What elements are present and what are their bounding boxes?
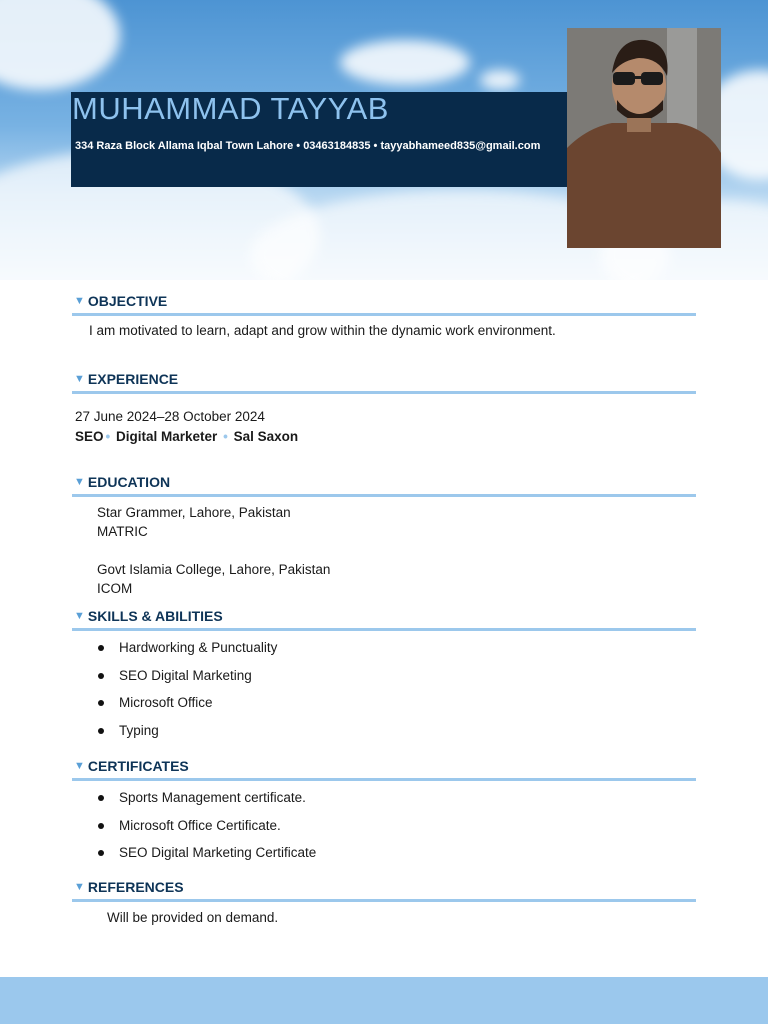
experience-dates: 27 June 2024–28 October 2024 (75, 409, 265, 424)
list-item: Microsoft Office Certificate. (96, 817, 316, 845)
education-degree: ICOM (97, 581, 133, 596)
skills-list (96, 639, 277, 749)
list-item: Microsoft Office (96, 694, 277, 722)
triangle-down-icon: ▼ (74, 476, 85, 488)
education-school: Govt Islamia College, Lahore, Pakistan (97, 562, 331, 577)
certificates-section (72, 756, 696, 781)
experience-position: Digital Marketer (116, 429, 218, 444)
references-title: REFERENCES (87, 879, 184, 895)
list-item: Sports Management certificate. (96, 789, 316, 817)
certificates-header (72, 756, 696, 781)
list-item: Hardworking & Punctuality (96, 639, 277, 667)
separator-dot: • (223, 429, 228, 444)
profile-photo-image (567, 28, 721, 248)
skills-title: SKILLS & ABILITIES (87, 608, 223, 624)
objective-text: I am motivated to learn, adapt and grow within the dynamic work environment. (89, 323, 556, 338)
triangle-down-icon: ▼ (74, 373, 85, 385)
triangle-down-icon: ▼ (74, 610, 85, 622)
objective-header (72, 291, 696, 316)
education-degree: MATRIC (97, 524, 148, 539)
certificates-list (96, 789, 316, 872)
contact-line: 334 Raza Block Allama Iqbal Town Lahore • 03463184835 • tayyabhameed835@gmail.com (75, 140, 541, 152)
experience-line (75, 429, 298, 444)
experience-section (72, 369, 696, 394)
list-item: SEO Digital Marketing Certificate (96, 844, 316, 872)
skills-header (72, 606, 696, 631)
list-item: SEO Digital Marketing (96, 667, 277, 695)
experience-header (72, 369, 696, 394)
education-title: EDUCATION (87, 474, 171, 490)
experience-role: SEO (75, 429, 104, 444)
education-school: Star Grammer, Lahore, Pakistan (97, 505, 291, 520)
certificates-title: CERTIFICATES (87, 758, 189, 774)
profile-photo (567, 28, 721, 248)
references-header (72, 877, 696, 902)
references-text: Will be provided on demand. (107, 910, 279, 925)
experience-company: Sal Saxon (233, 429, 299, 444)
triangle-down-icon: ▼ (74, 881, 85, 893)
references-section (72, 877, 696, 902)
candidate-name: MUHAMMAD TAYYAB (72, 91, 389, 126)
education-section (72, 472, 696, 497)
footer-band (0, 977, 768, 1024)
experience-title: EXPERIENCE (87, 371, 179, 387)
list-item: Typing (96, 722, 277, 750)
skills-section (72, 606, 696, 631)
objective-section (72, 291, 696, 316)
education-header (72, 472, 696, 497)
objective-title: OBJECTIVE (87, 293, 168, 309)
separator-dot: • (105, 429, 111, 444)
triangle-down-icon: ▼ (74, 295, 85, 307)
triangle-down-icon: ▼ (74, 760, 85, 772)
